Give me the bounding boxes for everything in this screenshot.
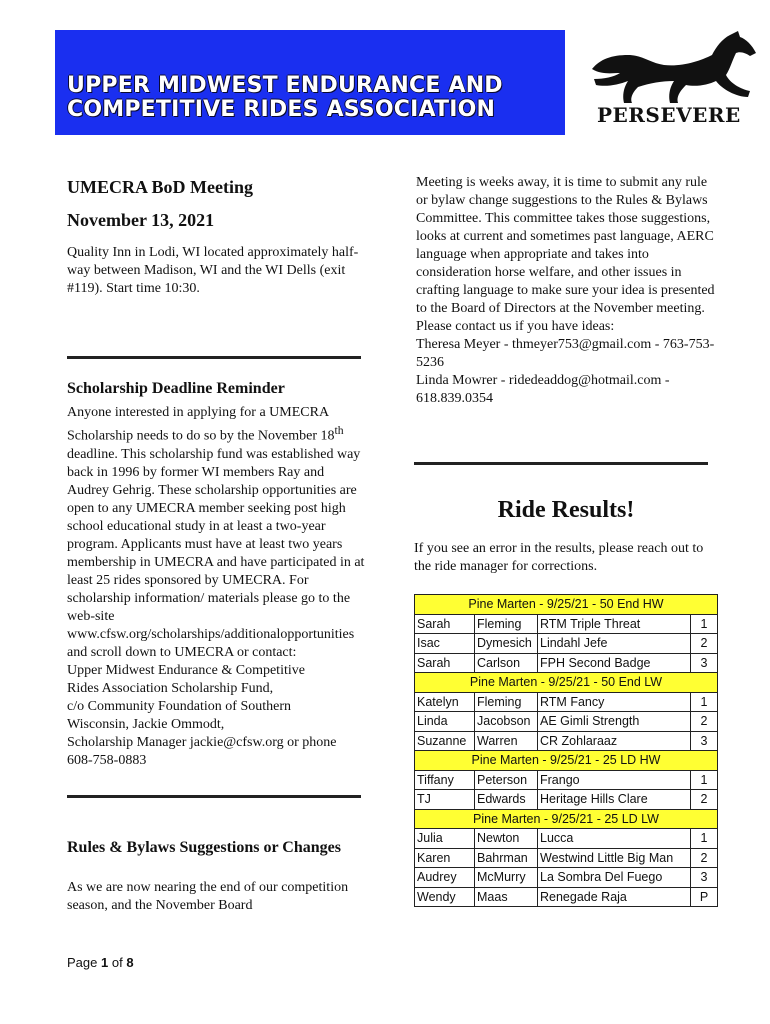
placing: 2	[691, 712, 718, 732]
race-name: Pine Marten - 9/25/21 - 50 End HW	[415, 595, 718, 615]
table-row	[415, 790, 718, 810]
rider-first-name: Suzanne	[415, 731, 475, 751]
header-banner	[55, 30, 565, 135]
race-name: Pine Marten - 9/25/21 - 50 End LW	[415, 673, 718, 693]
horse-name: La Sombra Del Fuego	[538, 868, 691, 888]
placing: 1	[691, 829, 718, 849]
horse-name: Heritage Hills Clare	[538, 790, 691, 810]
table-row	[415, 731, 718, 751]
rider-first-name: Tiffany	[415, 770, 475, 790]
scholarship-body	[67, 404, 367, 662]
rider-last-name: Fleming	[475, 614, 538, 634]
ride-results-intro: If you see an error in the results, please reach out to the ride manager for corrections.	[414, 541, 704, 574]
page-of: of	[111, 955, 123, 970]
placing: 2	[691, 790, 718, 810]
rider-last-name: Warren	[475, 731, 538, 751]
page-current: 1	[101, 955, 109, 970]
placing: P	[691, 887, 718, 907]
rider-last-name: Newton	[475, 829, 538, 849]
horse-name: CR Zohlaraaz	[538, 731, 691, 751]
rules-body-start: As we are now nearing the end of our competition season, and the November Board	[67, 880, 349, 913]
meeting-section	[67, 175, 367, 298]
title-line-2: COMPETITIVE RIDES ASSOCIATION	[67, 97, 496, 122]
logo-text: PERSEVERE	[597, 103, 741, 127]
placing: 3	[691, 868, 718, 888]
horse-name: FPH Second Badge	[538, 653, 691, 673]
rules-section	[67, 837, 367, 915]
rider-last-name: Jacobson	[475, 712, 538, 732]
table-row	[415, 770, 718, 790]
rules-heading: Rules & Bylaws Suggestions or Changes	[67, 839, 341, 856]
rider-first-name: TJ	[415, 790, 475, 810]
placing: 1	[691, 614, 718, 634]
rider-last-name: Fleming	[475, 692, 538, 712]
ride-results-title: Ride Results!	[497, 497, 635, 523]
divider	[67, 356, 361, 359]
table-row	[415, 848, 718, 868]
race-header	[415, 751, 718, 771]
table-row	[415, 692, 718, 712]
rules-body-continued: Meeting is weeks away, it is time to submit any rule or bylaw change suggestions to the Rules & Bylaws Committee. This committee takes those suggestions, looks at current and sometimes past language, AERC language when appropriate and takes into consideration horse welfare, and other issues in crafting language to make sure your idea is presented to the Board of Directors at the November meeting.	[416, 175, 715, 316]
ride-results-section	[414, 495, 718, 576]
placing: 3	[691, 653, 718, 673]
scholarship-text-start: Anyone interested in applying for a UMECRA Scholarship needs to do so by the November 18	[67, 405, 335, 444]
page-label: Page	[67, 955, 98, 970]
horse-name: Lucca	[538, 829, 691, 849]
scholarship-text-end: deadline. This scholarship fund was established way back in 1996 by former WI members Ray and Audrey Gehrig. These scholarship opportunities are open to any UMECRA member seeking post high school educational study in at least a two-year program. Applicants must have at least two years membership in UMECRA and have participated in at least 25 rides sponsored by UMECRA. For scholarship information/ materials please go to the web-site www.cfsw.org/scholarships/additionalopportunities and scroll down to UMECRA or contact:	[67, 446, 365, 660]
rider-first-name: Sarah	[415, 614, 475, 634]
rider-last-name: Maas	[475, 887, 538, 907]
table-row	[415, 653, 718, 673]
table-row	[415, 634, 718, 654]
race-header	[415, 595, 718, 615]
scholarship-section	[67, 378, 367, 770]
horse-name: Westwind Little Big Man	[538, 848, 691, 868]
rider-last-name: Peterson	[475, 770, 538, 790]
meeting-date: November 13, 2021	[67, 210, 215, 230]
placing: 2	[691, 634, 718, 654]
table-row	[415, 614, 718, 634]
rider-first-name: Sarah	[415, 653, 475, 673]
table-row	[415, 829, 718, 849]
rules-continued	[416, 174, 716, 408]
contact-linda: Linda Mowrer - ridedeaddog@hotmail.com - 618.839.0354	[416, 373, 670, 406]
meeting-title: UMECRA BoD Meeting	[67, 177, 253, 197]
scholarship-address	[67, 662, 367, 770]
horse-name: Renegade Raja	[538, 887, 691, 907]
horse-name: RTM Triple Threat	[538, 614, 691, 634]
rider-first-name: Karen	[415, 848, 475, 868]
address-line: Wisconsin, Jackie Ommodt,	[67, 716, 225, 732]
organization-title	[67, 74, 503, 122]
persevere-logo	[585, 20, 770, 135]
address-line: Scholarship Manager jackie@cfsw.org or phone	[67, 734, 337, 750]
divider	[414, 462, 708, 465]
horse-name: Frango	[538, 770, 691, 790]
address-line: Rides Association Scholarship Fund,	[67, 680, 274, 696]
address-line: 608-758-0883	[67, 752, 147, 768]
rider-first-name: Audrey	[415, 868, 475, 888]
rider-first-name: Linda	[415, 712, 475, 732]
horse-name: RTM Fancy	[538, 692, 691, 712]
race-header	[415, 809, 718, 829]
rider-last-name: Edwards	[475, 790, 538, 810]
address-line: c/o Community Foundation of Southern	[67, 698, 291, 714]
rider-last-name: Dymesich	[475, 634, 538, 654]
contact-intro: Please contact us if you have ideas:	[416, 319, 615, 334]
ride-results-table	[414, 594, 718, 907]
divider	[67, 795, 361, 798]
horse-icon	[590, 25, 760, 105]
rider-first-name: Julia	[415, 829, 475, 849]
rider-last-name: McMurry	[475, 868, 538, 888]
ordinal-suffix: th	[334, 424, 344, 437]
rider-first-name: Katelyn	[415, 692, 475, 712]
scholarship-heading: Scholarship Deadline Reminder	[67, 380, 285, 397]
page-total: 8	[126, 955, 134, 970]
race-name: Pine Marten - 9/25/21 - 25 LD LW	[415, 809, 718, 829]
table-row	[415, 868, 718, 888]
race-header	[415, 673, 718, 693]
rider-last-name: Bahrman	[475, 848, 538, 868]
title-line-1: UPPER MIDWEST ENDURANCE AND	[67, 73, 503, 98]
rider-first-name: Wendy	[415, 887, 475, 907]
contact-theresa: Theresa Meyer - thmeyer753@gmail.com - 763-753-5236	[416, 337, 715, 370]
table-row	[415, 887, 718, 907]
rider-first-name: Isac	[415, 634, 475, 654]
horse-name: AE Gimli Strength	[538, 712, 691, 732]
page-number	[67, 955, 134, 970]
table-row	[415, 712, 718, 732]
race-name: Pine Marten - 9/25/21 - 25 LD HW	[415, 751, 718, 771]
placing: 2	[691, 848, 718, 868]
placing: 1	[691, 770, 718, 790]
address-line: Upper Midwest Endurance & Competitive	[67, 662, 305, 678]
horse-name: Lindahl Jefe	[538, 634, 691, 654]
placing: 1	[691, 692, 718, 712]
meeting-location: Quality Inn in Lodi, WI located approximately half-way between Madison, WI and the WI Dells (exit #119). Start time 10:30.	[67, 245, 359, 296]
rider-last-name: Carlson	[475, 653, 538, 673]
placing: 3	[691, 731, 718, 751]
